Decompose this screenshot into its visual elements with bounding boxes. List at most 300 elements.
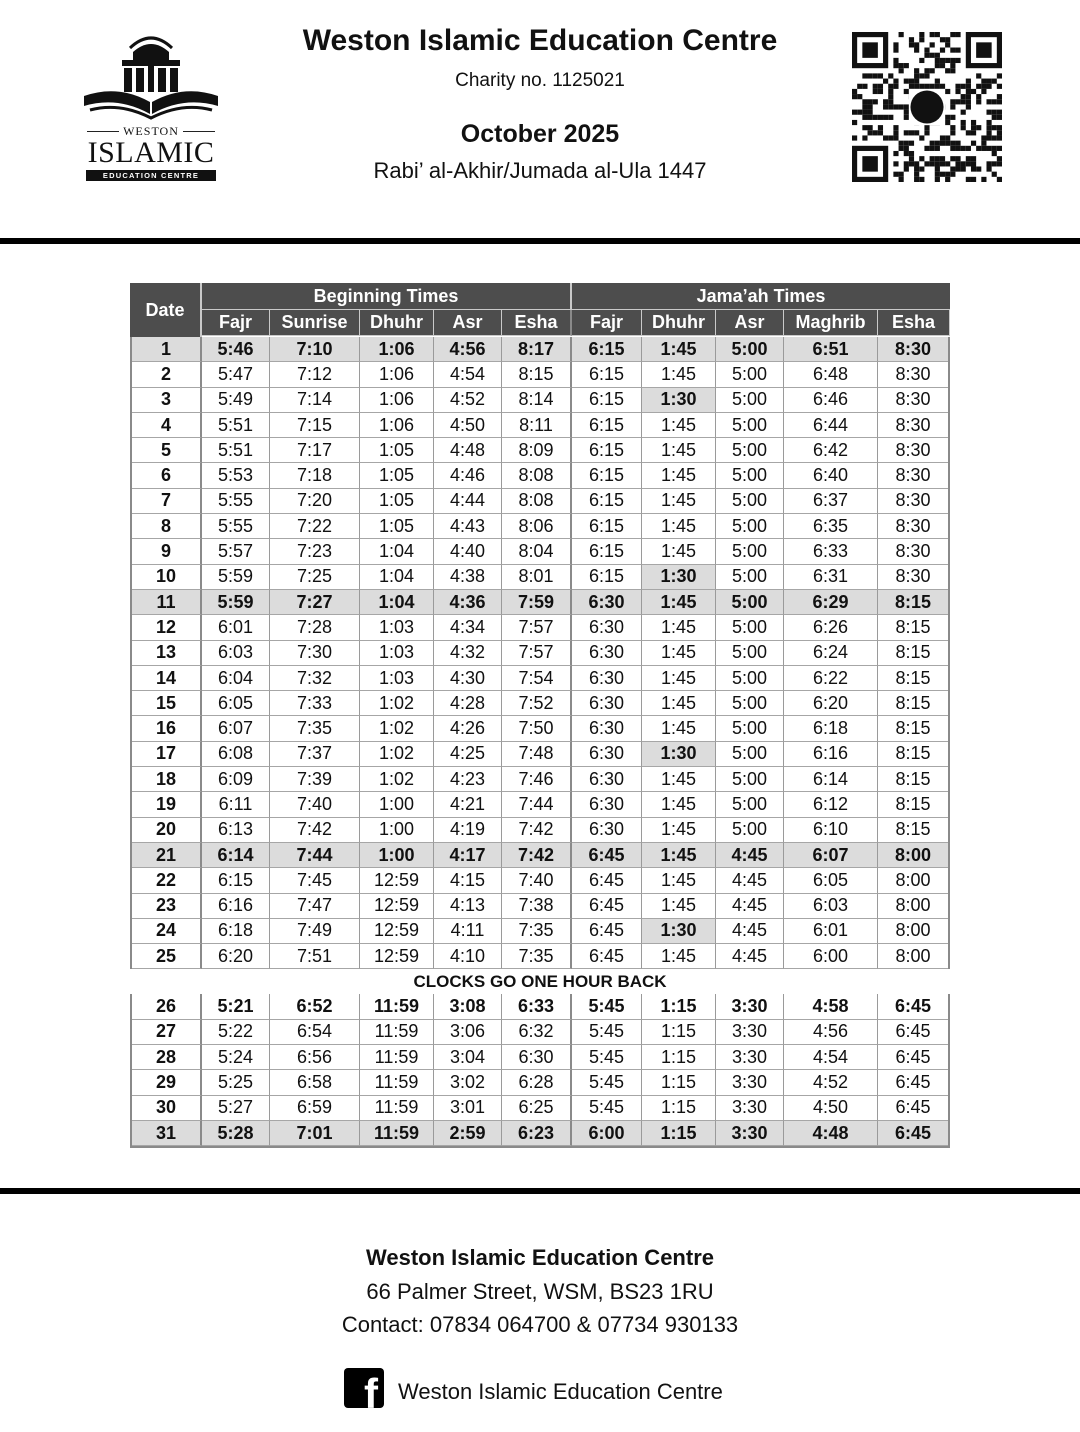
time-cell: 8:01 (502, 565, 572, 590)
date-cell: 6 (132, 463, 202, 488)
time-cell: 5:59 (202, 565, 270, 590)
time-cell: 8:15 (878, 590, 948, 615)
time-cell: 7:52 (502, 691, 572, 716)
date-cell: 1 (132, 337, 202, 362)
rows-before-clock-change (130, 337, 950, 969)
time-cell: 1:02 (360, 691, 434, 716)
time-cell: 12:59 (360, 919, 434, 944)
time-cell: 3:30 (716, 1070, 784, 1095)
facebook-label: Weston Islamic Education Centre (398, 1379, 723, 1404)
time-cell: 12:59 (360, 894, 434, 919)
time-cell: 6:45 (878, 1096, 948, 1121)
time-cell: 11:59 (360, 1070, 434, 1095)
time-cell: 6:44 (784, 413, 878, 438)
time-cell: 7:32 (270, 666, 360, 691)
time-cell: 11:59 (360, 1096, 434, 1121)
table-row (132, 994, 948, 1019)
time-cell: 7:01 (270, 1121, 360, 1146)
time-cell: 4:56 (434, 337, 502, 362)
time-cell: 4:45 (716, 868, 784, 893)
time-cell: 1:05 (360, 514, 434, 539)
time-cell: 7:35 (502, 944, 572, 969)
time-cell: 6:33 (784, 539, 878, 564)
time-cell: 8:30 (878, 388, 948, 413)
time-cell: 7:12 (270, 362, 360, 387)
column-header: Asr (716, 310, 784, 336)
time-cell: 4:32 (434, 641, 502, 666)
date-cell: 3 (132, 388, 202, 413)
time-cell: 8:15 (878, 641, 948, 666)
time-cell: 1:45 (642, 590, 716, 615)
date-column-header: Date (130, 283, 202, 337)
time-cell: 4:15 (434, 868, 502, 893)
date-cell: 10 (132, 565, 202, 590)
time-cell: 6:00 (784, 944, 878, 969)
prayer-timetable (130, 283, 950, 1148)
time-cell: 5:00 (716, 691, 784, 716)
date-cell: 9 (132, 539, 202, 564)
table-header (130, 283, 950, 337)
time-cell: 4:46 (434, 463, 502, 488)
time-cell: 8:00 (878, 944, 948, 969)
time-cell: 1:45 (642, 666, 716, 691)
date-cell: 17 (132, 742, 202, 767)
time-cell: 6:03 (784, 894, 878, 919)
time-cell: 6:15 (202, 868, 270, 893)
time-cell: 1:45 (642, 463, 716, 488)
table-row (132, 843, 948, 868)
table-row (132, 767, 948, 792)
column-header: Sunrise (270, 310, 360, 336)
time-cell: 5:45 (572, 1070, 642, 1095)
time-cell: 12:59 (360, 868, 434, 893)
date-cell: 18 (132, 767, 202, 792)
time-cell: 5:00 (716, 767, 784, 792)
date-cell: 19 (132, 792, 202, 817)
table-row (132, 641, 948, 666)
time-cell: 5:00 (716, 792, 784, 817)
time-cell: 8:14 (502, 388, 572, 413)
time-cell: 8:15 (502, 362, 572, 387)
time-cell: 8:08 (502, 463, 572, 488)
date-cell: 20 (132, 818, 202, 843)
date-cell: 4 (132, 413, 202, 438)
time-cell: 8:15 (878, 818, 948, 843)
date-cell: 27 (132, 1020, 202, 1045)
time-cell: 7:18 (270, 463, 360, 488)
time-cell: 6:15 (572, 565, 642, 590)
time-cell: 6:45 (572, 894, 642, 919)
time-cell: 4:38 (434, 565, 502, 590)
time-cell: 7:50 (502, 716, 572, 741)
time-cell: 6:15 (572, 539, 642, 564)
time-cell: 12:59 (360, 944, 434, 969)
date-cell: 21 (132, 843, 202, 868)
time-cell: 6:16 (784, 742, 878, 767)
table-row (132, 818, 948, 843)
time-cell: 6:10 (784, 818, 878, 843)
time-cell: 4:40 (434, 539, 502, 564)
time-cell: 5:00 (716, 489, 784, 514)
time-cell: 6:30 (572, 792, 642, 817)
time-cell: 8:00 (878, 919, 948, 944)
time-cell: 5:00 (716, 514, 784, 539)
table-row (132, 514, 948, 539)
time-cell: 6:45 (878, 994, 948, 1019)
date-cell: 7 (132, 489, 202, 514)
time-cell: 5:45 (572, 1045, 642, 1070)
time-cell: 6:30 (572, 615, 642, 640)
date-cell: 25 (132, 944, 202, 969)
time-cell: 11:59 (360, 1045, 434, 1070)
time-cell: 1:00 (360, 818, 434, 843)
time-cell: 4:44 (434, 489, 502, 514)
date-cell: 2 (132, 362, 202, 387)
time-cell: 7:28 (270, 615, 360, 640)
time-cell: 7:35 (270, 716, 360, 741)
time-cell: 5:00 (716, 615, 784, 640)
facebook-link[interactable] (344, 1368, 723, 1408)
time-cell: 6:15 (572, 362, 642, 387)
time-cell: 5:49 (202, 388, 270, 413)
time-cell: 6:45 (878, 1121, 948, 1146)
time-cell: 6:08 (202, 742, 270, 767)
time-cell: 7:59 (502, 590, 572, 615)
time-cell: 8:00 (878, 843, 948, 868)
date-cell: 23 (132, 894, 202, 919)
time-cell: 8:15 (878, 742, 948, 767)
time-cell: 5:00 (716, 337, 784, 362)
table-row (132, 666, 948, 691)
facebook-icon: f (344, 1368, 384, 1408)
qr-code-icon (852, 32, 1002, 182)
time-cell: 5:00 (716, 362, 784, 387)
time-cell: 6:22 (784, 666, 878, 691)
time-cell: 4:45 (716, 894, 784, 919)
time-cell: 6:20 (784, 691, 878, 716)
date-cell: 22 (132, 868, 202, 893)
time-cell: 5:45 (572, 994, 642, 1019)
time-cell: 4:56 (784, 1020, 878, 1045)
date-cell: 12 (132, 615, 202, 640)
time-cell: 1:05 (360, 438, 434, 463)
time-cell: 1:06 (360, 388, 434, 413)
time-cell: 1:04 (360, 590, 434, 615)
time-cell: 7:57 (502, 641, 572, 666)
time-cell: 1:02 (360, 742, 434, 767)
table-row (132, 590, 948, 615)
date-cell: 15 (132, 691, 202, 716)
time-cell: 7:20 (270, 489, 360, 514)
time-cell: 7:44 (502, 792, 572, 817)
time-cell: 1:45 (642, 792, 716, 817)
table-row (132, 944, 948, 969)
time-cell: 4:52 (784, 1070, 878, 1095)
charity-number: Charity no. 1125021 (455, 70, 625, 91)
time-cell: 5:47 (202, 362, 270, 387)
time-cell: 5:00 (716, 539, 784, 564)
time-cell: 1:05 (360, 463, 434, 488)
time-cell: 1:00 (360, 843, 434, 868)
table-row (132, 868, 948, 893)
time-cell: 6:31 (784, 565, 878, 590)
time-cell: 6:45 (572, 919, 642, 944)
time-cell: 6:05 (202, 691, 270, 716)
time-cell: 5:55 (202, 514, 270, 539)
time-cell: 7:35 (502, 919, 572, 944)
time-cell: 7:45 (270, 868, 360, 893)
table-row (132, 1045, 948, 1070)
time-cell: 4:52 (434, 388, 502, 413)
table-row (132, 1096, 948, 1121)
time-cell: 7:47 (270, 894, 360, 919)
time-cell: 8:15 (878, 691, 948, 716)
time-cell: 1:45 (642, 716, 716, 741)
table-row (132, 463, 948, 488)
time-cell: 5:00 (716, 666, 784, 691)
time-cell: 3:06 (434, 1020, 502, 1045)
time-cell: 7:38 (502, 894, 572, 919)
time-cell: 1:30 (642, 565, 716, 590)
time-cell: 1:15 (642, 1096, 716, 1121)
date-cell: 26 (132, 994, 202, 1019)
column-header: Dhuhr (360, 310, 434, 336)
time-cell: 4:48 (434, 438, 502, 463)
time-cell: 6:04 (202, 666, 270, 691)
time-cell: 7:39 (270, 767, 360, 792)
table-row (132, 742, 948, 767)
beginning-times-header: Beginning Times (202, 283, 572, 310)
time-cell: 5:00 (716, 388, 784, 413)
time-cell: 1:04 (360, 539, 434, 564)
time-cell: 6:07 (784, 843, 878, 868)
time-cell: 6:56 (270, 1045, 360, 1070)
time-cell: 6:51 (784, 337, 878, 362)
time-cell: 6:33 (502, 994, 572, 1019)
time-cell: 5:00 (716, 438, 784, 463)
time-cell: 6:01 (202, 615, 270, 640)
time-cell: 3:30 (716, 994, 784, 1019)
table-row (132, 792, 948, 817)
time-cell: 8:30 (878, 514, 948, 539)
time-cell: 5:00 (716, 716, 784, 741)
time-cell: 6:30 (572, 641, 642, 666)
time-cell: 6:45 (878, 1045, 948, 1070)
time-cell: 1:15 (642, 1121, 716, 1146)
time-cell: 6:01 (784, 919, 878, 944)
time-cell: 6:30 (572, 590, 642, 615)
time-cell: 4:50 (434, 413, 502, 438)
time-cell: 4:21 (434, 792, 502, 817)
column-headers (202, 310, 950, 336)
time-cell: 6:15 (572, 489, 642, 514)
time-cell: 8:30 (878, 337, 948, 362)
time-cell: 5:46 (202, 337, 270, 362)
time-cell: 7:51 (270, 944, 360, 969)
time-cell: 6:07 (202, 716, 270, 741)
time-cell: 6:15 (572, 438, 642, 463)
time-cell: 1:03 (360, 641, 434, 666)
time-cell: 6:15 (572, 463, 642, 488)
time-cell: 1:45 (642, 944, 716, 969)
time-cell: 4:45 (716, 919, 784, 944)
time-cell: 4:45 (716, 843, 784, 868)
time-cell: 6:45 (878, 1070, 948, 1095)
time-cell: 8:30 (878, 463, 948, 488)
time-cell: 6:37 (784, 489, 878, 514)
time-cell: 8:30 (878, 362, 948, 387)
time-cell: 8:30 (878, 565, 948, 590)
time-cell: 1:03 (360, 615, 434, 640)
time-cell: 7:30 (270, 641, 360, 666)
time-cell: 8:30 (878, 413, 948, 438)
time-cell: 5:51 (202, 413, 270, 438)
time-cell: 4:43 (434, 514, 502, 539)
time-cell: 7:54 (502, 666, 572, 691)
table-row (132, 539, 948, 564)
time-cell: 8:15 (878, 716, 948, 741)
time-cell: 6:24 (784, 641, 878, 666)
column-header: Fajr (202, 310, 270, 336)
time-cell: 6:18 (784, 716, 878, 741)
time-cell: 1:15 (642, 994, 716, 1019)
time-cell: 1:15 (642, 1045, 716, 1070)
time-cell: 1:45 (642, 514, 716, 539)
bottom-divider (0, 1188, 1080, 1194)
time-cell: 4:54 (784, 1045, 878, 1070)
time-cell: 7:14 (270, 388, 360, 413)
time-cell: 6:15 (572, 337, 642, 362)
time-cell: 1:45 (642, 894, 716, 919)
footer-address: 66 Palmer Street, WSM, BS23 1RU (366, 1279, 714, 1304)
column-header: Esha (502, 310, 572, 336)
date-cell: 14 (132, 666, 202, 691)
time-cell: 1:00 (360, 792, 434, 817)
time-cell: 4:48 (784, 1121, 878, 1146)
time-cell: 4:13 (434, 894, 502, 919)
table-row (132, 919, 948, 944)
time-cell: 6:26 (784, 615, 878, 640)
time-cell: 7:25 (270, 565, 360, 590)
time-cell: 6:45 (572, 944, 642, 969)
time-cell: 7:40 (502, 868, 572, 893)
time-cell: 8:08 (502, 489, 572, 514)
time-cell: 5:45 (572, 1096, 642, 1121)
time-cell: 6:30 (572, 767, 642, 792)
time-cell: 3:01 (434, 1096, 502, 1121)
time-cell: 5:21 (202, 994, 270, 1019)
time-cell: 7:40 (270, 792, 360, 817)
time-cell: 6:14 (784, 767, 878, 792)
column-header: Asr (434, 310, 502, 336)
time-cell: 4:23 (434, 767, 502, 792)
time-cell: 1:06 (360, 337, 434, 362)
time-cell: 4:28 (434, 691, 502, 716)
time-cell: 6:15 (572, 514, 642, 539)
time-cell: 5:53 (202, 463, 270, 488)
time-cell: 5:00 (716, 413, 784, 438)
table-row (132, 1070, 948, 1095)
month-title: October 2025 (460, 120, 620, 148)
time-cell: 6:30 (572, 716, 642, 741)
time-cell: 7:22 (270, 514, 360, 539)
date-cell: 24 (132, 919, 202, 944)
time-cell: 6:58 (270, 1070, 360, 1095)
time-cell: 6:25 (502, 1096, 572, 1121)
time-cell: 4:36 (434, 590, 502, 615)
time-cell: 4:58 (784, 994, 878, 1019)
time-cell: 1:45 (642, 438, 716, 463)
time-cell: 3:02 (434, 1070, 502, 1095)
time-cell: 1:15 (642, 1070, 716, 1095)
table-row (132, 438, 948, 463)
time-cell: 7:10 (270, 337, 360, 362)
time-cell: 6:05 (784, 868, 878, 893)
time-cell: 1:45 (642, 362, 716, 387)
time-cell: 5:24 (202, 1045, 270, 1070)
footer-org-name: Weston Islamic Education Centre (365, 1245, 714, 1270)
table-row (132, 388, 948, 413)
time-cell: 6:52 (270, 994, 360, 1019)
time-cell: 6:40 (784, 463, 878, 488)
time-cell: 3:30 (716, 1096, 784, 1121)
table-row (132, 413, 948, 438)
date-cell: 8 (132, 514, 202, 539)
time-cell: 3:08 (434, 994, 502, 1019)
time-cell: 4:11 (434, 919, 502, 944)
time-cell: 4:30 (434, 666, 502, 691)
time-cell: 4:50 (784, 1096, 878, 1121)
time-cell: 8:30 (878, 539, 948, 564)
time-cell: 1:45 (642, 767, 716, 792)
time-cell: 5:00 (716, 641, 784, 666)
time-cell: 6:30 (572, 818, 642, 843)
time-cell: 5:22 (202, 1020, 270, 1045)
time-cell: 7:17 (270, 438, 360, 463)
time-cell: 1:30 (642, 742, 716, 767)
table-row (132, 894, 948, 919)
time-cell: 4:25 (434, 742, 502, 767)
time-cell: 6:35 (784, 514, 878, 539)
time-cell: 7:57 (502, 615, 572, 640)
column-header: Dhuhr (642, 310, 716, 336)
time-cell: 1:30 (642, 919, 716, 944)
time-cell: 6:28 (502, 1070, 572, 1095)
logo-islamic-text: ISLAMIC (87, 136, 215, 169)
mosque-book-icon (78, 30, 224, 122)
time-cell: 5:00 (716, 565, 784, 590)
top-divider (0, 238, 1080, 244)
time-cell: 4:34 (434, 615, 502, 640)
time-cell: 6:03 (202, 641, 270, 666)
time-cell: 7:33 (270, 691, 360, 716)
table-row (132, 1121, 948, 1146)
time-cell: 5:00 (716, 463, 784, 488)
date-cell: 29 (132, 1070, 202, 1095)
time-cell: 5:00 (716, 590, 784, 615)
time-cell: 6:16 (202, 894, 270, 919)
time-cell: 5:27 (202, 1096, 270, 1121)
time-cell: 7:42 (502, 843, 572, 868)
time-cell: 6:30 (572, 691, 642, 716)
time-cell: 5:25 (202, 1070, 270, 1095)
time-cell: 8:30 (878, 489, 948, 514)
time-cell: 7:49 (270, 919, 360, 944)
time-cell: 5:00 (716, 742, 784, 767)
time-cell: 8:15 (878, 615, 948, 640)
clock-change-notice: CLOCKS GO ONE HOUR BACK (130, 969, 950, 994)
date-cell: 28 (132, 1045, 202, 1070)
